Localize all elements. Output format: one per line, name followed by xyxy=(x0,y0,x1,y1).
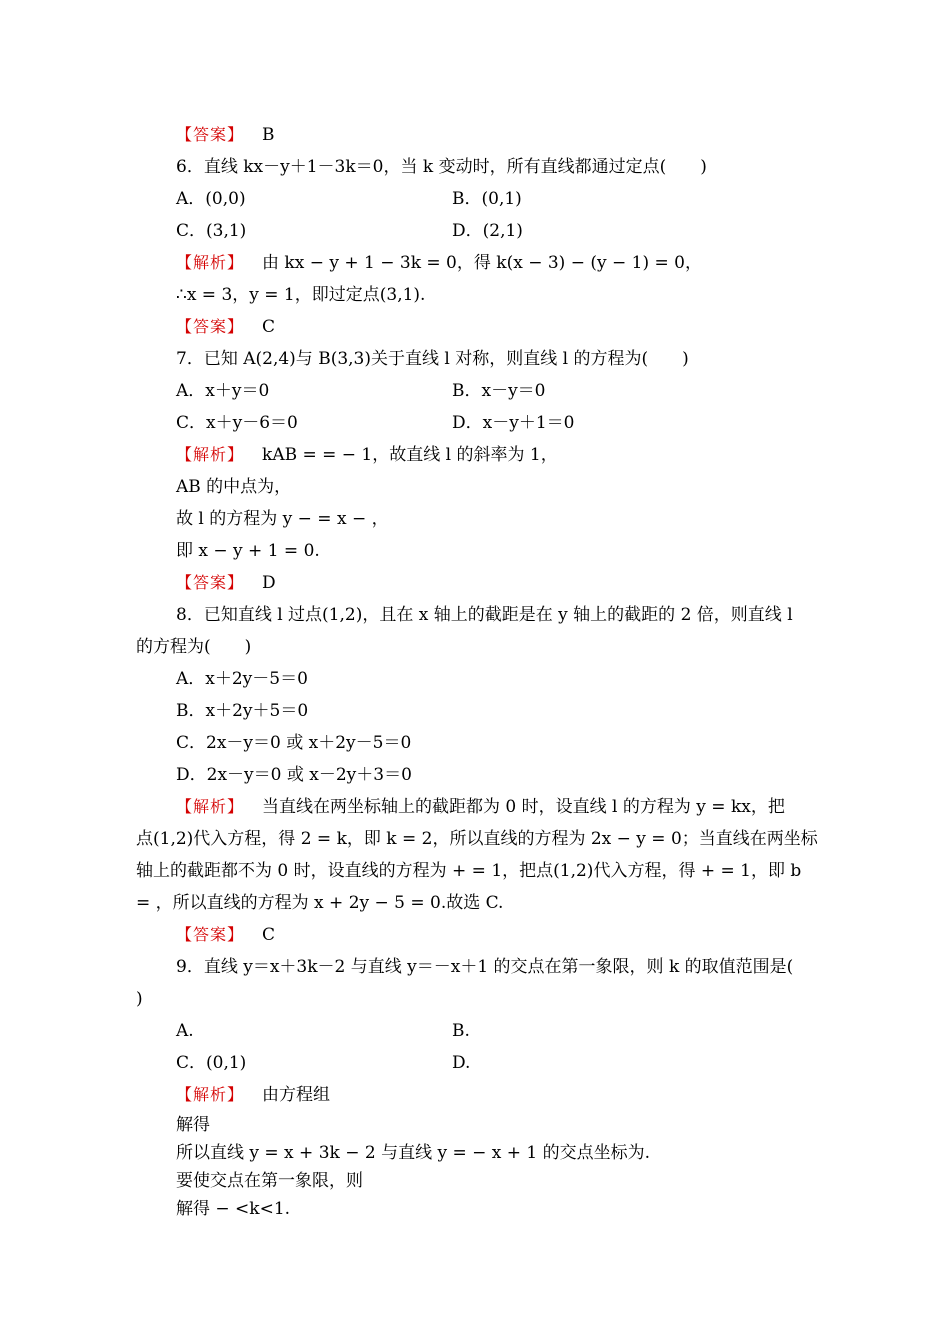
answer-tag: 【答案】 xyxy=(176,573,245,592)
question-7: 7．已知 A(2,4)与 B(3,3)关于直线 l 对称，则直线 l 的方程为( ) xyxy=(176,349,689,369)
analysis-line: 【解析】 当直线在两坐标轴上的截距都为 0 时，设直线 l 的方程为 y = kx，把 xyxy=(176,797,785,817)
answer-line: 【答案】 B xyxy=(176,125,275,145)
option-7c: C．x＋y－6＝0 xyxy=(176,413,298,433)
answer-line: 【答案】 C xyxy=(176,925,276,945)
answer-line: 【答案】 C xyxy=(176,317,276,337)
analysis-text: 点(1,2)代入方程，得 2 = k，即 k = 2，所以直线的方程为 2x − y = 0；当直线在两坐标 xyxy=(136,829,818,849)
analysis-tag: 【解析】 xyxy=(176,253,245,272)
question-8-cont: 的方程为( ) xyxy=(136,637,252,657)
analysis-text: 解得 − <k<1. xyxy=(176,1199,291,1219)
analysis-text: = ，所以直线的方程为 x + 2y − 5 = 0.故选 C. xyxy=(136,893,504,913)
analysis-text: 轴上的截距都不为 0 时，设直线的方程为 + = 1，把点(1,2)代入方程，得 + = 1，即 b xyxy=(136,861,802,881)
question-9: 9．直线 y＝x＋3k－2 与直线 y＝－x＋1 的交点在第一象限，则 k 的取值范围是( xyxy=(176,957,794,977)
option-9d: D. xyxy=(452,1053,471,1073)
answer-line: 【答案】 D xyxy=(176,573,276,593)
analysis-text: 要使交点在第一象限，则 xyxy=(176,1171,363,1191)
analysis-text: 解得 xyxy=(176,1115,210,1135)
answer-tag: 【答案】 xyxy=(176,125,245,144)
answer-tag: 【答案】 xyxy=(176,925,245,944)
option-8c: C．2x－y＝0 或 x＋2y－5＝0 xyxy=(176,733,412,753)
option-7d: D．x－y＋1＝0 xyxy=(452,413,575,433)
analysis-text: AB 的中点为， xyxy=(176,477,292,497)
option-7b: B．x－y＝0 xyxy=(452,381,546,401)
analysis-tag: 【解析】 xyxy=(176,1085,245,1104)
analysis-text: 故 l 的方程为 y − = x − ， xyxy=(176,509,389,529)
option-8a: A．x＋2y－5＝0 xyxy=(176,669,308,689)
option-9c: C．(0,1) xyxy=(176,1053,247,1073)
analysis-text: 即 x − y + 1 = 0. xyxy=(176,541,320,561)
analysis-line: 【解析】 由 kx − y + 1 − 3k = 0，得 k(x − 3) − (y − 1) = 0， xyxy=(176,253,702,273)
question-6: 6．直线 kx－y＋1－3k＝0，当 k 变动时，所有直线都通过定点( ) xyxy=(176,157,707,177)
option-6c: C．(3,1) xyxy=(176,221,247,241)
analysis-tag: 【解析】 xyxy=(176,445,245,464)
option-9b: B. xyxy=(452,1021,470,1041)
option-6b: B．(0,1) xyxy=(452,189,522,209)
analysis-line: 【解析】 kAB = = − 1，故直线 l 的斜率为 1， xyxy=(176,445,558,465)
option-6d: D．(2,1) xyxy=(452,221,523,241)
analysis-tag: 【解析】 xyxy=(176,797,245,816)
option-6a: A．(0,0) xyxy=(176,189,246,209)
analysis-line: 【解析】 由方程组 xyxy=(176,1085,331,1105)
option-9a: A. xyxy=(176,1021,194,1041)
question-8: 8．已知直线 l 过点(1,2)，且在 x 轴上的截距是在 y 轴上的截距的 2 倍，则直线 l xyxy=(176,605,793,625)
answer-tag: 【答案】 xyxy=(176,317,245,336)
question-9-cont: ) xyxy=(136,989,143,1009)
option-8d: D．2x－y＝0 或 x－2y＋3＝0 xyxy=(176,765,412,785)
option-8b: B．x＋2y＋5＝0 xyxy=(176,701,309,721)
analysis-text: 所以直线 y = x + 3k − 2 与直线 y = − x + 1 的交点坐标为. xyxy=(176,1143,651,1163)
analysis-text: ∴x = 3，y = 1，即过定点(3,1). xyxy=(176,285,426,305)
option-7a: A．x＋y＝0 xyxy=(176,381,270,401)
